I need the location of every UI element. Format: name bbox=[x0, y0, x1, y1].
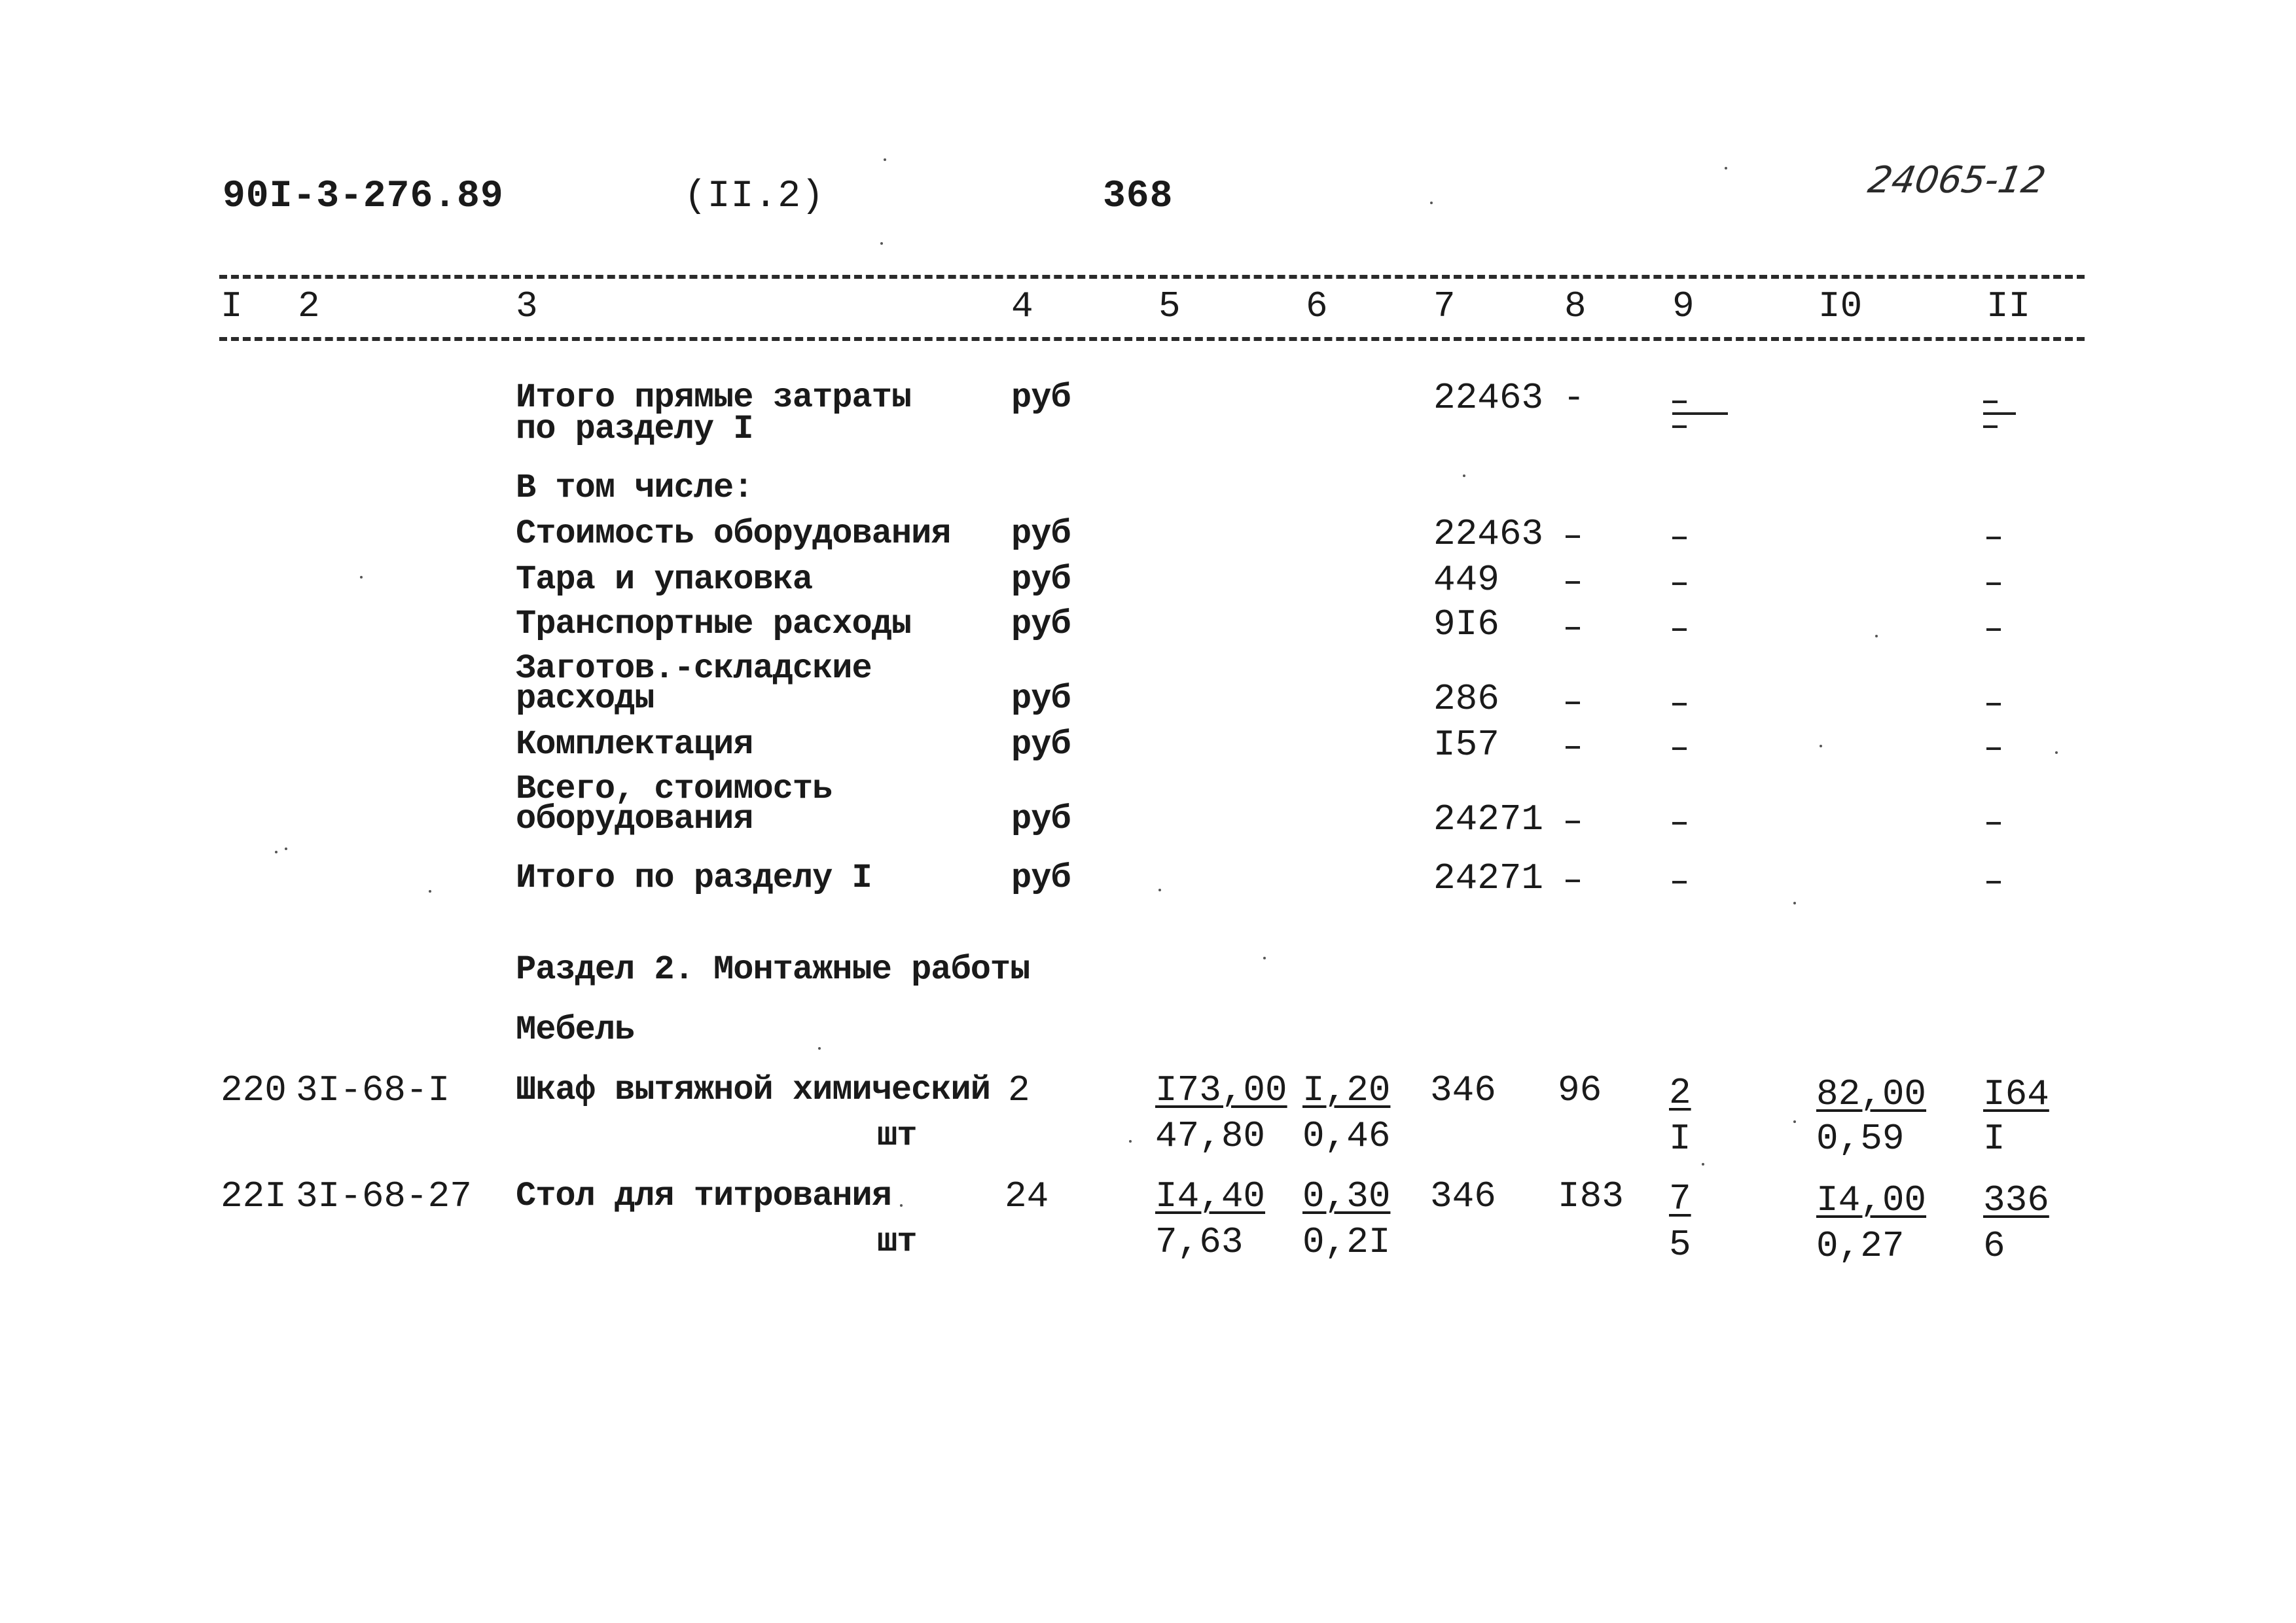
stacked-dash-mark bbox=[1983, 412, 2016, 415]
total-direct-label-line1: Итого прямые затраты bbox=[516, 378, 912, 417]
value-cell: 24271 bbox=[1433, 857, 1544, 899]
column-10-bottom-cell: 0,59 bbox=[1816, 1118, 1905, 1160]
row-label: Стоимость оборудования bbox=[516, 514, 951, 553]
row-label-line2: расходы bbox=[516, 679, 655, 718]
machine-cost-cell: I,20 bbox=[1302, 1069, 1391, 1111]
column-8-cell: I83 bbox=[1558, 1175, 1624, 1217]
dash-mark bbox=[1672, 747, 1687, 750]
scan-speck bbox=[1158, 889, 1161, 891]
total-cost-cell: 346 bbox=[1430, 1069, 1496, 1111]
unit-cell: руб bbox=[1011, 800, 1071, 838]
column-number: 3 bbox=[516, 285, 538, 327]
column-11-bottom-cell: 6 bbox=[1983, 1225, 2005, 1267]
unit-cell: руб bbox=[1011, 859, 1071, 897]
unit-cell: руб bbox=[1011, 605, 1071, 643]
column-10-top-cell: I4,00 bbox=[1816, 1179, 1927, 1221]
machine-cost-cell: 0,30 bbox=[1302, 1175, 1391, 1217]
dash-mark bbox=[1672, 703, 1687, 705]
column-number: 2 bbox=[298, 285, 320, 327]
scan-speck bbox=[1725, 167, 1727, 169]
total-direct-label-line2: по разделу I bbox=[516, 410, 753, 448]
dash-mark bbox=[1566, 627, 1580, 630]
value-cell: 449 bbox=[1433, 559, 1499, 601]
wage-cost-cell: 7,63 bbox=[1155, 1221, 1244, 1263]
scan-speck bbox=[1129, 1140, 1132, 1143]
page-number: 368 bbox=[1103, 175, 1174, 218]
column-number: 8 bbox=[1564, 285, 1587, 327]
value-cell: 9I6 bbox=[1433, 603, 1499, 645]
position-number: 22I bbox=[221, 1175, 287, 1217]
scan-speck bbox=[1702, 1163, 1704, 1166]
column-number: 5 bbox=[1158, 285, 1181, 327]
column-number: 9 bbox=[1672, 285, 1695, 327]
dash-mark bbox=[1672, 628, 1687, 631]
column-number: I0 bbox=[1818, 285, 1863, 327]
scan-speck bbox=[1793, 1120, 1796, 1123]
column-10-top-cell: 82,00 bbox=[1816, 1073, 1927, 1115]
dash-mark bbox=[1986, 822, 2001, 825]
value-cell: 22463 bbox=[1433, 513, 1544, 555]
stacked-dash-mark bbox=[1983, 425, 1998, 428]
price-code: 3I-68-27 bbox=[296, 1175, 472, 1217]
section-code: (II.2) bbox=[684, 175, 825, 218]
scan-speck bbox=[900, 1204, 903, 1207]
dash-cell: - bbox=[1563, 377, 1585, 419]
column-number: 6 bbox=[1306, 285, 1328, 327]
scan-speck bbox=[275, 851, 278, 853]
dash-mark bbox=[1566, 535, 1580, 538]
dash-mark bbox=[1566, 821, 1580, 823]
column-number: 7 bbox=[1433, 285, 1456, 327]
position-number: 220 bbox=[221, 1069, 287, 1111]
header-rule-bottom bbox=[219, 337, 2085, 341]
column-number: 4 bbox=[1011, 285, 1033, 327]
dash-mark bbox=[1566, 746, 1580, 749]
header-rule-top bbox=[219, 275, 2085, 279]
section-title: Раздел 2. Монтажные работы bbox=[516, 950, 1030, 989]
dash-mark bbox=[1672, 537, 1687, 539]
scan-speck bbox=[1875, 635, 1878, 637]
row-label: Комплектация bbox=[516, 725, 753, 764]
value-cell: 286 bbox=[1433, 678, 1499, 720]
column-11-top-cell: 336 bbox=[1983, 1179, 2049, 1221]
total-cost-cell: 346 bbox=[1430, 1175, 1496, 1217]
stacked-dash-mark bbox=[1672, 412, 1728, 415]
scan-speck bbox=[360, 576, 363, 579]
row-label-line1: Заготов.-складские bbox=[516, 649, 872, 688]
row-label-line2: оборудования bbox=[516, 800, 753, 838]
column-10-bottom-cell: 0,27 bbox=[1816, 1225, 1905, 1267]
unit-cell: руб bbox=[1011, 679, 1071, 718]
row-label: Транспортные расходы bbox=[516, 605, 912, 643]
item-name: Шкаф вытяжной химический bbox=[516, 1071, 990, 1109]
scan-speck bbox=[884, 158, 886, 161]
machine-wage-cell: 0,2I bbox=[1302, 1221, 1391, 1263]
stacked-dash-mark bbox=[1983, 401, 1998, 403]
archive-number: 24065-12 bbox=[1865, 159, 2049, 202]
dash-mark bbox=[1672, 881, 1687, 883]
column-9-top-cell: 7 bbox=[1669, 1178, 1691, 1220]
item-unit: шт bbox=[877, 1116, 917, 1155]
dash-mark bbox=[1566, 880, 1580, 882]
row-label-line1: Всего, стоимость bbox=[516, 770, 833, 808]
unit-cell: руб bbox=[1011, 378, 1071, 417]
dash-mark bbox=[1986, 881, 2001, 883]
quantity-cell: 2 bbox=[1008, 1069, 1030, 1111]
column-8-cell: 96 bbox=[1558, 1069, 1602, 1111]
dash-mark bbox=[1986, 582, 2001, 585]
value-cell: 22463 bbox=[1433, 377, 1544, 419]
column-number: II bbox=[1986, 285, 2031, 327]
scan-speck bbox=[880, 242, 883, 245]
dash-mark bbox=[1672, 822, 1687, 825]
dash-mark bbox=[1566, 581, 1580, 584]
dash-mark bbox=[1986, 747, 2001, 750]
value-cell: I57 bbox=[1433, 724, 1499, 766]
scan-speck bbox=[429, 890, 431, 893]
wage-cost-cell: 47,80 bbox=[1155, 1115, 1266, 1157]
unit-cost-cell: I73,00 bbox=[1155, 1069, 1287, 1111]
unit-cell: руб bbox=[1011, 560, 1071, 599]
column-number: I bbox=[221, 285, 243, 327]
column-9-top-cell: 2 bbox=[1669, 1072, 1691, 1114]
scan-speck bbox=[818, 1047, 821, 1050]
column-11-bottom-cell: I bbox=[1983, 1118, 2005, 1160]
row-label: Тара и упаковка bbox=[516, 560, 813, 599]
item-unit: шт bbox=[877, 1222, 917, 1261]
scan-speck bbox=[1263, 957, 1266, 959]
stacked-dash-mark bbox=[1672, 401, 1687, 403]
column-11-top-cell: I64 bbox=[1983, 1073, 2049, 1115]
section-subtitle: Мебель bbox=[516, 1010, 635, 1049]
column-9-bottom-cell: I bbox=[1669, 1118, 1691, 1160]
unit-cost-cell: I4,40 bbox=[1155, 1175, 1266, 1217]
column-9-bottom-cell: 5 bbox=[1669, 1224, 1691, 1266]
value-cell: 24271 bbox=[1433, 798, 1544, 840]
scan-speck bbox=[1463, 474, 1465, 477]
dash-mark bbox=[1672, 582, 1687, 585]
price-code: 3I-68-I bbox=[296, 1069, 450, 1111]
unit-cell: руб bbox=[1011, 514, 1071, 553]
including-heading: В том числе: bbox=[516, 469, 753, 507]
stacked-dash-mark bbox=[1672, 425, 1687, 428]
doc-code: 90I-3-276.89 bbox=[223, 175, 504, 218]
scan-speck bbox=[1430, 202, 1433, 204]
scan-speck bbox=[285, 847, 287, 850]
machine-wage-cell: 0,46 bbox=[1302, 1115, 1391, 1157]
scan-speck bbox=[1793, 902, 1796, 904]
dash-mark bbox=[1986, 703, 2001, 705]
scan-speck bbox=[1820, 745, 1822, 747]
dash-mark bbox=[1986, 537, 2001, 539]
unit-cell: руб bbox=[1011, 725, 1071, 764]
dash-mark bbox=[1986, 628, 2001, 631]
dash-mark bbox=[1566, 702, 1580, 704]
row-label: Итого по разделу I bbox=[516, 859, 872, 897]
quantity-cell: 24 bbox=[1005, 1175, 1049, 1217]
item-name: Стол для титрования bbox=[516, 1177, 891, 1215]
scan-speck bbox=[2055, 751, 2058, 754]
